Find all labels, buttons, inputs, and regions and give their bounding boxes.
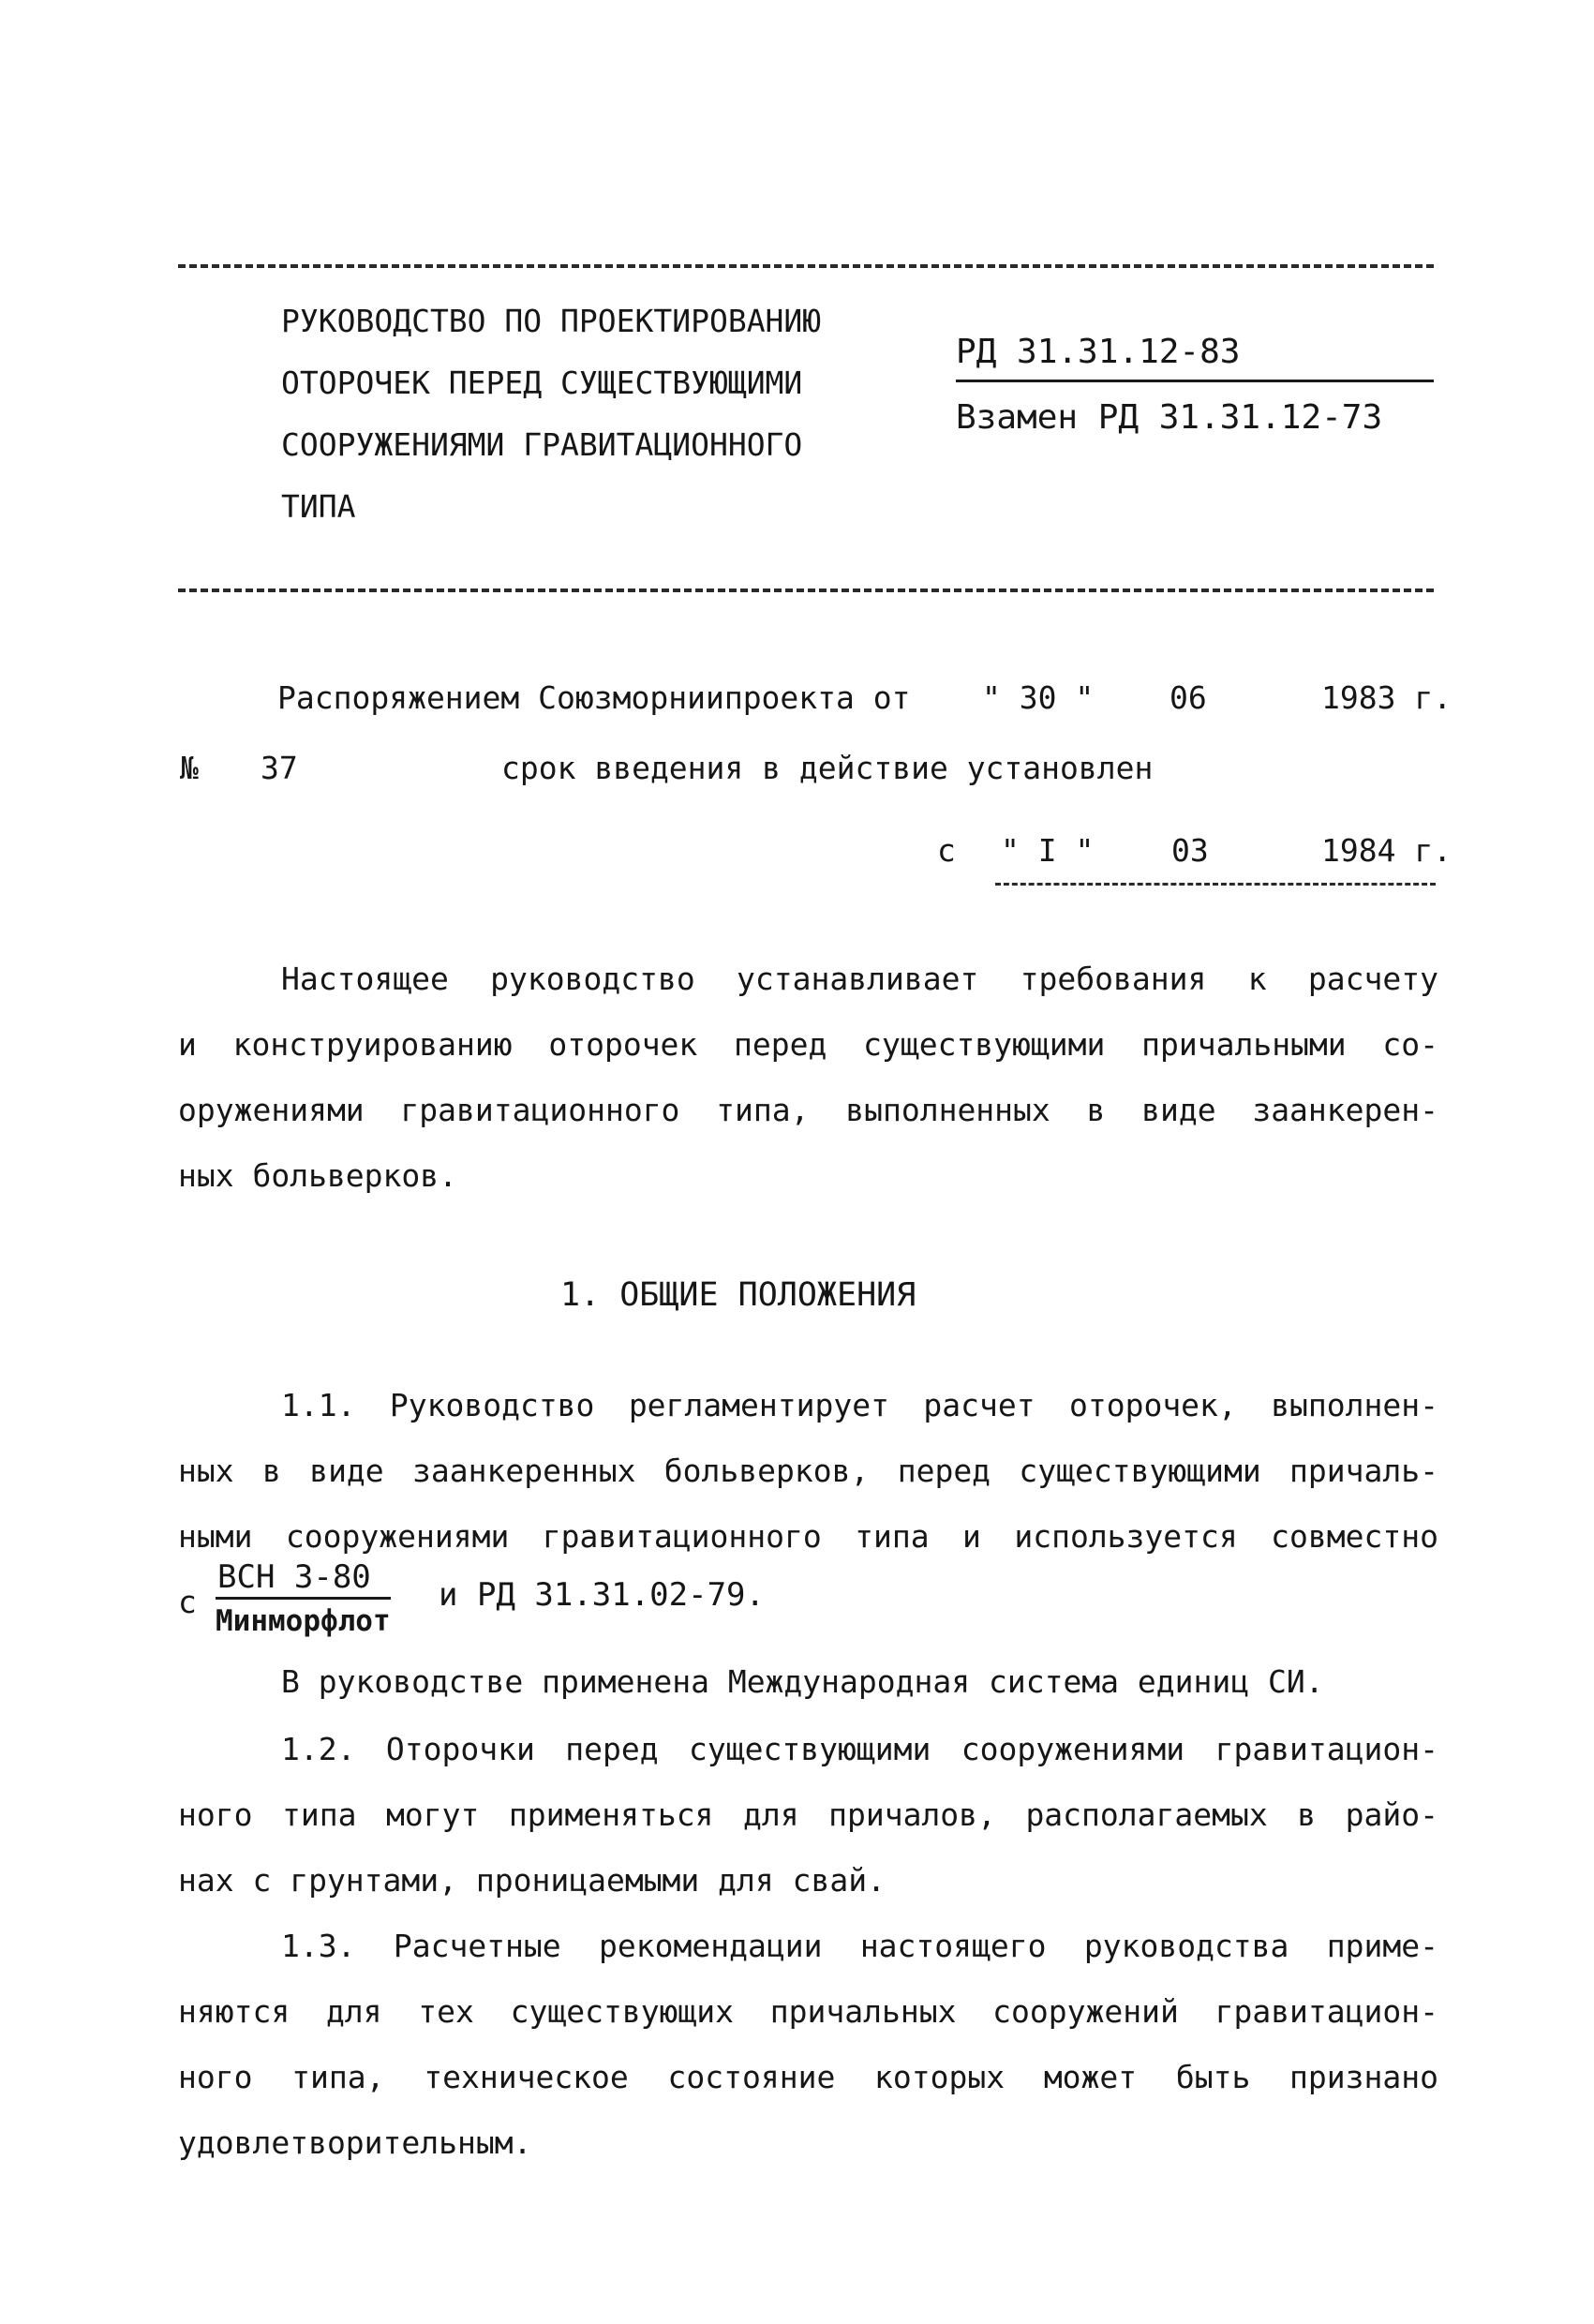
paragraph-1-1 xyxy=(178,1373,1438,1570)
order-date-month: 06 xyxy=(1169,679,1207,716)
from-date-underline xyxy=(995,883,1436,886)
text-line: 1.2. Оторочки перед существующими сооружениями гравитацион- xyxy=(281,1731,1438,1767)
title-line: РУКОВОДСТВО ПО ПРОЕКТИРОВАНИЮ xyxy=(281,303,822,339)
intro-paragraph xyxy=(178,946,1438,1209)
vsn-code: ВСН 3-80 xyxy=(216,1557,391,1600)
order-date-day: " 30 " xyxy=(982,679,1095,716)
text-line: ных в виде заанкеренных больверков, перед существующими причаль- xyxy=(178,1452,1438,1489)
text-line: няются для тех существующих причальных сооружений гравитацион- xyxy=(178,1993,1438,2030)
order-number-label: № xyxy=(180,750,199,786)
text-line: и конструированию оторочек перед существующими причальными со- xyxy=(178,1026,1438,1063)
vsn-reference xyxy=(216,1557,391,1643)
text-line: ного типа могут применяться для причалов, располагаемых в райо- xyxy=(178,1796,1438,1833)
order-number: 37 xyxy=(261,750,298,786)
paragraph-1-2 xyxy=(178,1717,1438,1914)
vsn-ministry: Минморфлот xyxy=(216,1604,391,1638)
text-line: 1.1. Руководство регламентирует расчет оторочек, выполнен- xyxy=(281,1387,1438,1423)
document-code: РД 31.31.12-83 xyxy=(956,333,1241,371)
title-line: ТИПА xyxy=(281,488,356,525)
top-divider xyxy=(178,264,1434,268)
from-month: 03 xyxy=(1171,832,1209,869)
replaces-code: Взамен РД 31.31.12-73 xyxy=(956,398,1383,437)
from-label: с xyxy=(937,832,956,869)
paragraph-1-3 xyxy=(178,1914,1438,2176)
text-line: Настоящее руководство устанавливает требования к расчету xyxy=(281,961,1438,997)
ref-prefix: с xyxy=(178,1584,197,1620)
from-year: 1984 г. xyxy=(1321,832,1452,869)
bottom-divider xyxy=(178,588,1434,592)
code-underline xyxy=(956,380,1434,382)
effective-text: срок введения в действие установлен xyxy=(501,750,1154,786)
text-line: оружениями гравитационного типа, выполненных в виде заанкерен- xyxy=(178,1092,1438,1128)
order-date-year: 1983 г. xyxy=(1321,679,1452,716)
si-paragraph xyxy=(178,1649,1438,1715)
text-line: В руководстве применена Международная система единиц СИ. xyxy=(281,1663,1324,1700)
text-line: ных больверков. xyxy=(178,1157,458,1194)
text-line: ного типа, техническое состояние которых может быть признано xyxy=(178,2059,1438,2095)
text-line: ными сооружениями гравитационного типа и используется совместно xyxy=(178,1518,1438,1555)
title-line: ОТОРОЧЕК ПЕРЕД СУЩЕСТВУЮЩИМИ xyxy=(281,365,803,401)
document-title xyxy=(281,290,821,538)
title-line: СООРУЖЕНИЯМИ ГРАВИТАЦИОННОГО xyxy=(281,426,803,463)
from-day: " I " xyxy=(1001,832,1095,869)
order-text: Распоряжением Союзморниипроекта от xyxy=(277,679,911,716)
text-line: нах с грунтами, проницаемыми для свай. xyxy=(178,1862,886,1899)
text-line: 1.3. Расчетные рекомендации настоящего руководства приме- xyxy=(281,1928,1438,1964)
text-line: удовлетворительным. xyxy=(178,2124,532,2161)
section-title: 1. ОБЩИЕ ПОЛОЖЕНИЯ xyxy=(560,1276,916,1314)
ref-suffix: и РД 31.31.02-79. xyxy=(439,1576,765,1614)
